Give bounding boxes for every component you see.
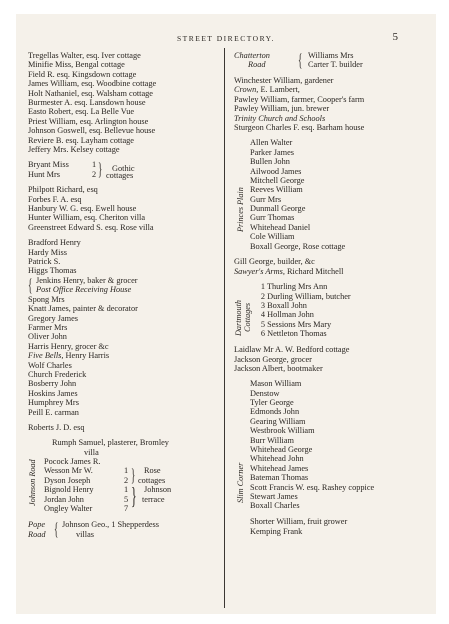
entry: Farmer Mrs xyxy=(28,322,68,332)
street-label: Pope xyxy=(28,520,46,530)
entry: Greenstreet Edward S. esq. Rose villa xyxy=(28,222,154,232)
entry: Cole William xyxy=(250,232,295,242)
entry xyxy=(234,267,434,276)
entry: Field R. esq. Kingsdown cottage xyxy=(28,69,137,79)
entry: Bullen John xyxy=(250,157,290,167)
street-label: Road xyxy=(248,60,266,70)
entry: Tregellas Walter, esq. Iver cottage xyxy=(28,51,141,60)
entry: Easto Robert, esq. La Belle Vue xyxy=(28,107,135,117)
johnson-road-group xyxy=(28,438,220,514)
directory-page xyxy=(16,14,436,614)
entry: Ailwood James xyxy=(250,166,302,176)
house-number: 5 xyxy=(260,319,265,329)
princes-plain-group xyxy=(234,138,434,251)
entry: Forbes F. A. esq xyxy=(28,194,82,204)
pub-proprietor: Richard Mitchell xyxy=(284,266,344,276)
group-label: Rose xyxy=(144,466,161,476)
entry: Jordan John xyxy=(44,494,84,504)
entry xyxy=(234,85,434,94)
entry: Wesson Mr W. xyxy=(44,466,93,476)
house-number: 4 xyxy=(260,310,265,320)
entry: Dunmall George xyxy=(250,204,306,214)
entry: Sessions Mrs Mary xyxy=(267,319,332,329)
entry: Knatt James, painter & decorator xyxy=(28,304,138,314)
brace: { xyxy=(298,50,303,70)
entry: Allen Walter xyxy=(250,138,293,148)
entry: Hunter William, esq. Cheriton villa xyxy=(28,213,146,223)
house-number: 1 xyxy=(260,282,265,292)
entry: Tyler George xyxy=(250,398,294,408)
group-label: terrace xyxy=(142,494,165,504)
entry: Westbrook William xyxy=(250,426,315,436)
entry: Shorter William, fruit grower xyxy=(250,517,348,527)
house-number: 1 xyxy=(92,160,97,170)
pub-proprietor: E. Lambert, xyxy=(258,85,300,95)
entry: Reeves William xyxy=(250,185,303,195)
entry: Harris Henry, grocer &c xyxy=(28,341,109,351)
entry: Gregory James xyxy=(28,313,78,323)
entry: James William, esq. Woodbine cottage xyxy=(28,79,157,89)
entry: Thurling Mrs Ann xyxy=(266,282,328,292)
entry: Ongley Walter xyxy=(44,504,93,514)
house-number: 2 xyxy=(124,475,129,485)
entry: Edmonds John xyxy=(250,407,300,417)
street-label: Cottages xyxy=(243,303,252,333)
entry: Boxall John xyxy=(267,300,307,310)
entry: Bateman Thomas xyxy=(250,473,309,483)
entry: Jackson Albert, bootmaker xyxy=(234,363,323,373)
entry: Mason William xyxy=(250,379,302,389)
jenkins-group xyxy=(28,276,220,295)
brace: { xyxy=(28,274,33,295)
entry: Parker James xyxy=(250,147,295,157)
entry: Philpott Richard, esq xyxy=(28,185,98,195)
house-number: 6 xyxy=(260,329,265,339)
entry: Boxall Charles xyxy=(250,501,300,511)
entry: Burr William xyxy=(250,435,294,445)
brace: } xyxy=(131,465,136,486)
entry: Johnson Geo., 1 Shepperdess xyxy=(62,520,160,530)
entry: Hardy Miss xyxy=(28,247,67,257)
entry: Dyson Joseph xyxy=(44,475,91,485)
group-label: Gothic xyxy=(112,164,135,174)
street-label: Road xyxy=(28,529,46,539)
entry: Higgs Thomas xyxy=(28,266,77,276)
left-column xyxy=(28,51,220,539)
entry: Jeffery Mrs. Kelsey cottage xyxy=(28,144,120,154)
brace: { xyxy=(54,519,59,540)
entry: Bradford Henry xyxy=(28,238,81,248)
entry: Post Office Receiving House xyxy=(36,285,132,295)
entry: Gearing William xyxy=(250,416,306,426)
entry: Whitehead John xyxy=(250,454,304,464)
house-number: 2 xyxy=(92,169,97,179)
group-label: cottages xyxy=(106,171,134,181)
entry: Trinity Church and Schools xyxy=(234,113,326,123)
entry: Roberts J. D. esq xyxy=(28,422,85,432)
right-column xyxy=(234,51,434,536)
pub-proprietor: Henry Harris xyxy=(63,351,110,361)
entry: Durling William, butcher xyxy=(267,291,351,301)
entry: Humphrey Mrs xyxy=(28,398,79,408)
entry: Winchester William, gardener xyxy=(234,76,334,85)
entry: Hollman John xyxy=(267,310,314,320)
entry xyxy=(28,351,220,360)
entry: Whitehead James xyxy=(250,463,309,473)
group-label: Johnson xyxy=(144,485,172,495)
entry: Pawley William, farmer, Cooper's farm xyxy=(234,94,365,104)
street-label: Chatterton xyxy=(234,51,270,60)
entry: Priest William, esq. Arlington house xyxy=(28,116,149,126)
entry: Gurr Mrs xyxy=(250,194,282,204)
page-number: 5 xyxy=(392,31,398,43)
entry: Holt Nathaniel, esq. Walsham cottage xyxy=(28,88,153,98)
house-number: 1 xyxy=(124,485,129,495)
entry: Carter T. builder xyxy=(308,60,363,70)
dartmouth-cottages-group xyxy=(234,282,434,339)
house-number: 3 xyxy=(260,300,265,310)
entry: Bryant Miss xyxy=(28,160,69,170)
entry: Spong Mrs xyxy=(28,294,65,304)
pope-road-group xyxy=(28,520,220,539)
entry: villas xyxy=(76,529,94,539)
entry: Oliver John xyxy=(28,332,67,342)
entry: Jenkins Henry, baker & grocer xyxy=(36,275,138,285)
entry: Nettleton Thomas xyxy=(267,329,327,339)
street-label: Princes Plain xyxy=(236,187,245,233)
brace: } xyxy=(98,159,103,180)
entry: Hoskins James xyxy=(28,388,78,398)
entry: Stewart James xyxy=(250,491,298,501)
entry: Wolf Charles xyxy=(28,360,72,370)
entry: Pawley William, jun. brewer xyxy=(234,104,330,114)
entry: Scott Francis W. esq. Rashey coppice xyxy=(250,482,375,492)
entry: Johnson Goswell, esq. Bellevue house xyxy=(28,126,156,136)
entry: Whitehead George xyxy=(250,445,313,455)
entry: Gurr Thomas xyxy=(250,213,295,223)
entry: Bosberry John xyxy=(28,379,77,389)
entry: Peill E. carman xyxy=(28,407,79,417)
running-header: STREET DIRECTORY. xyxy=(176,34,275,43)
street-label: Johnson Road xyxy=(28,459,37,507)
gothic-cottages-group xyxy=(28,160,220,179)
entry: Rumph Samuel, plasterer, Bromley xyxy=(52,438,169,448)
entry: Laidlaw Mr A. W. Bedford cottage xyxy=(234,345,350,355)
house-number: 2 xyxy=(260,291,265,301)
entry: Mitchell George xyxy=(250,175,305,185)
house-number: 1 xyxy=(124,466,129,476)
entry: Denstow xyxy=(250,388,280,398)
house-number: 5 xyxy=(124,494,129,504)
brace: } xyxy=(131,484,137,511)
entry: Hanbury W. G. esq. Ewell house xyxy=(28,204,137,214)
chatterton-road-group xyxy=(234,51,434,70)
entry: villa xyxy=(84,447,99,457)
pub-name: Sawyer's Arms, xyxy=(234,266,285,276)
entry: Bignold Henry xyxy=(44,485,94,495)
entry: Jackson George, grocer xyxy=(234,354,312,364)
entry: Patrick S. xyxy=(28,257,61,267)
pub-name: Crown, xyxy=(234,85,259,95)
entry: Hunt Mrs xyxy=(28,169,61,179)
entry: Whitehead Daniel xyxy=(250,222,311,232)
entry: Pocock James R. xyxy=(44,457,101,467)
group-label: cottages xyxy=(138,475,166,485)
entry: Reviere B. esq. Layham cottage xyxy=(28,135,134,145)
entry: Kemping Frank xyxy=(250,526,303,536)
entry: Boxall George, Rose cottage xyxy=(250,241,346,251)
entry: Williams Mrs xyxy=(308,51,354,60)
house-number: 7 xyxy=(124,504,129,514)
entry: Gill George, builder, &c xyxy=(234,257,315,267)
slim-corner-group xyxy=(234,379,434,511)
entry: Minifie Miss, Bengal cottage xyxy=(28,60,125,70)
street-label: Slim Corner xyxy=(236,463,245,504)
column-divider xyxy=(224,48,225,608)
street-label: Dartmouth xyxy=(234,300,243,337)
entry: Church Frederick xyxy=(28,369,87,379)
entry: Sturgeon Charles F. esq. Barham house xyxy=(234,122,365,132)
entry: Burmester A. esq. Lansdown house xyxy=(28,97,146,107)
pub-name: Five Bells, xyxy=(28,351,64,361)
